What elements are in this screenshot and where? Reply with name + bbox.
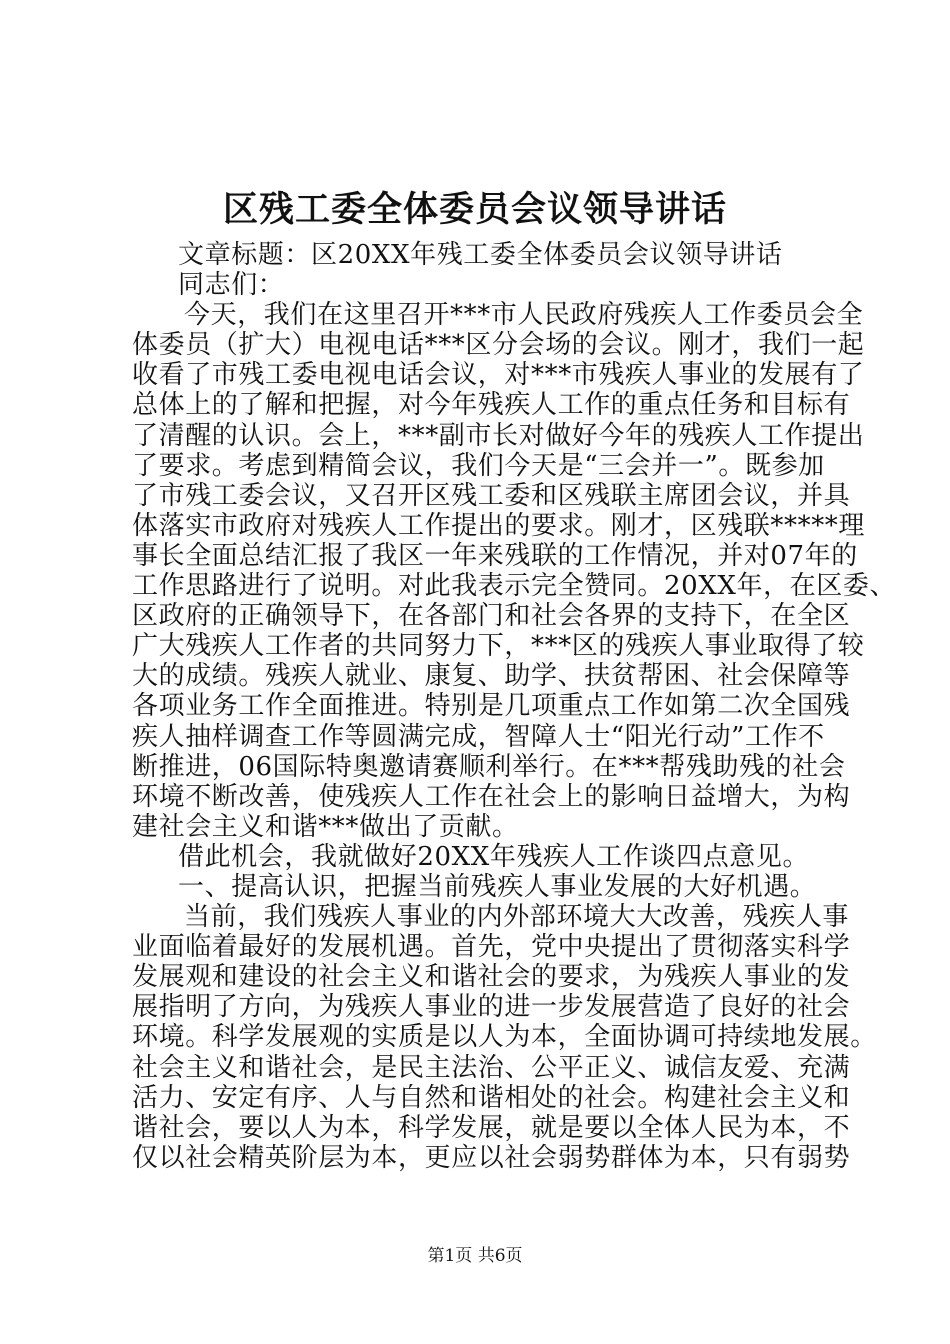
document-body [132,240,897,1173]
paragraph-line: 大的成绩。残疾人就业、康复、助学、扶贫帮困、社会保障等 [132,661,851,692]
paragraph-line: 当前，我们残疾人事业的内外部环境大大改善，残疾人事 [184,902,850,933]
article-title-line: 文章标题：区20XX年残工委全体委员会议领导讲话 [178,240,783,270]
page-footer: 第1页 共6页 [427,1246,523,1266]
paragraph-line: 断推进，06国际特奥邀请赛顺利举行。在***帮残助残的社会 [132,751,846,782]
paragraph-line: 了市残工委会议，又召开区残工委和区残联主席团会议，并具 [132,480,851,511]
paragraph-line: 社会主义和谐社会，是民主法治、公平正义、诚信友爱、充满 [132,1052,851,1083]
paragraph-line: 广大残疾人工作者的共同努力下，***区的残疾人事业取得了较 [132,631,865,662]
paragraph-line: 疾人抽样调查工作等圆满完成，智障人士“阳光行动”工作不 [132,721,825,752]
paragraph-line: 收看了市残工委电视电话会议，对***市残疾人事业的发展有了 [132,360,865,391]
paragraph-line: 了要求。考虑到精简会议，我们今天是“三会并一”。既参加 [132,450,825,481]
section-heading: 一、提高认识，把握当前残疾人事业发展的大好机遇。 [178,871,817,902]
paragraph-line: 建社会主义和谐***做出了贡献。 [132,811,519,842]
paragraph-line: 展指明了方向，为残疾人事业的进一步发展营造了良好的社会 [132,992,851,1023]
paragraph-line: 了清醒的认识。会上，***副市长对做好今年的残疾人工作提出 [132,420,865,451]
paragraph-line: 发展观和建设的社会主义和谐社会的要求，为残疾人事业的发 [132,962,851,993]
paragraph-line: 体委员（扩大）电视电话***区分会场的会议。刚才，我们一起 [132,330,865,361]
salutation-line: 同志们： [178,270,285,301]
paragraph-line: 体落实市政府对残疾人工作提出的要求。刚才，区残联*****理 [132,510,866,541]
paragraph-line: 事长全面总结汇报了我区一年来残联的工作情况，并对07年的 [132,540,858,571]
paragraph-line: 今天，我们在这里召开***市人民政府残疾人工作委员会全 [184,300,864,331]
paragraph-line: 各项业务工作全面推进。特别是几项重点工作如第二次全国残 [132,691,851,722]
paragraph-line: 借此机会，我就做好20XX年残疾人工作谈四点意见。 [178,841,810,872]
paragraph-line: 业面临着最好的发展机遇。首先，党中央提出了贯彻落实科学 [132,932,851,963]
paragraph-line: 活力、安定有序、人与自然和谐相处的社会。构建社会主义和 [132,1082,851,1113]
paragraph-line: 区政府的正确领导下，在各部门和社会各界的支持下，在全区 [132,601,851,632]
paragraph-line: 谐社会，要以人为本，科学发展，就是要以全体人民为本，不 [132,1112,851,1143]
paragraph-line: 总体上的了解和把握，对今年残疾人工作的重点任务和目标有 [132,390,851,421]
paragraph-line: 仅以社会精英阶层为本，更应以社会弱势群体为本，只有弱势 [132,1142,851,1173]
document-title: 区残工委全体委员会议领导讲话 [222,189,727,230]
paragraph-line: 环境。科学发展观的实质是以人为本，全面协调可持续地发展。 [132,1022,877,1053]
paragraph-line: 工作思路进行了说明。对此我表示完全赞同。20XX年，在区委、 [132,571,897,602]
paragraph-line: 环境不断改善，使残疾人工作在社会上的影响日益增大，为构 [132,781,851,812]
